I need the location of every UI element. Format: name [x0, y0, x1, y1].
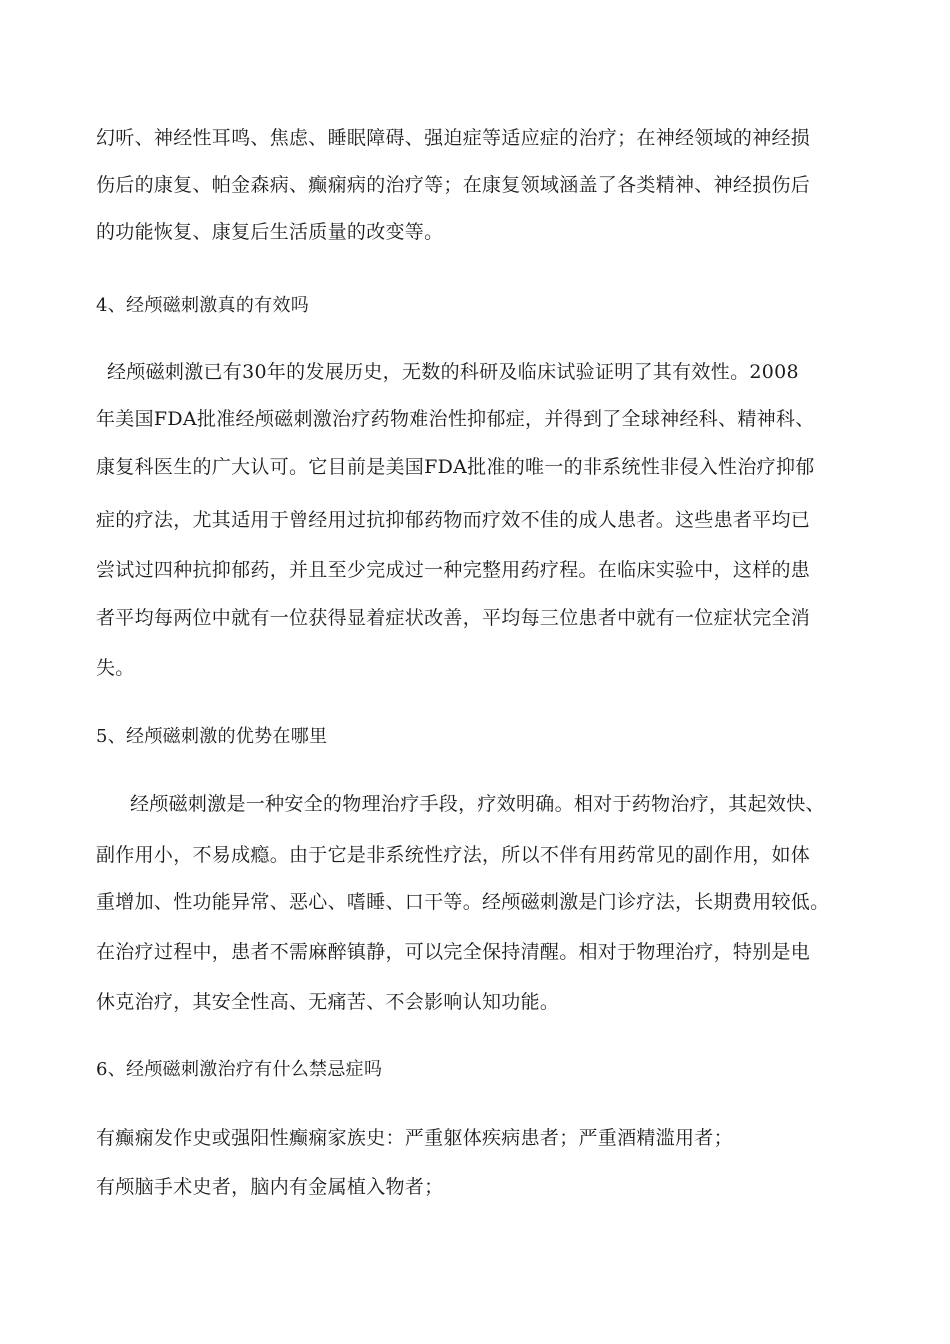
paragraph-line: 失。	[96, 657, 135, 679]
paragraph-line: 幻听、神经性耳鸣、焦虑、睡眠障碍、强迫症等适应症的治疗；在神经领域的神经损	[96, 127, 811, 149]
section-heading-5: 5、经颅磁刺激的优势在哪里	[96, 726, 328, 747]
paragraph-line: 在治疗过程中，患者不需麻醉镇静，可以完全保持清醒。相对于物理治疗，特别是电	[96, 941, 811, 963]
section-heading-4: 4、经颅磁刺激真的有效吗	[96, 295, 310, 316]
paragraph-line: 有癫痫发作史或强阳性癫痫家族史：严重躯体疾病患者；严重酒精滥用者；	[96, 1127, 733, 1149]
paragraph-line: 有颅脑手术史者，脑内有金属植入物者；	[96, 1176, 444, 1198]
section-heading-6: 6、经颅磁刺激治疗有什么禁忌症吗	[96, 1059, 383, 1080]
paragraph-line: 症的疗法，尤其适用于曾经用过抗抑郁药物而疗效不佳的成人患者。这些患者平均已	[96, 509, 811, 531]
paragraph-line: 经颅磁刺激已有30年的发展历史，无数的科研及临床试验证明了其有效性。2008	[107, 361, 799, 383]
paragraph-line: 伤后的康复、帕金森病、癫痫病的治疗等；在康复领域涵盖了各类精神、神经损伤后	[96, 174, 811, 196]
paragraph-line: 重增加、性功能异常、恶心、嗜睡、口干等。经颅磁刺激是门诊疗法，长期费用较低。	[96, 891, 830, 913]
paragraph-line: 休克治疗，其安全性高、无痛苦、不会影响认知功能。	[96, 991, 560, 1013]
paragraph-line: 副作用小，不易成瘾。由于它是非系统性疗法，所以不伴有用药常见的副作用，如体	[96, 844, 811, 866]
paragraph-line: 康复科医生的广大认可。它目前是美国FDA批准的唯一的非系统性非侵入性治疗抑郁	[96, 456, 815, 478]
paragraph-line: 经颅磁刺激是一种安全的物理治疗手段，疗效明确。相对于药物治疗，其起效快、	[130, 793, 825, 815]
paragraph-line: 的功能恢复、康复后生活质量的改变等。	[96, 221, 444, 243]
paragraph-line: 尝试过四种抗抑郁药，并且至少完成过一种完整用药疗程。在临床实验中，这样的患	[96, 559, 811, 581]
paragraph-line: 年美国FDA批准经颅磁刺激治疗药物难治性抑郁症，并得到了全球神经科、精神科、	[96, 408, 815, 430]
paragraph-line: 者平均每两位中就有一位获得显着症状改善，平均每三位患者中就有一位症状完全消	[96, 607, 811, 629]
